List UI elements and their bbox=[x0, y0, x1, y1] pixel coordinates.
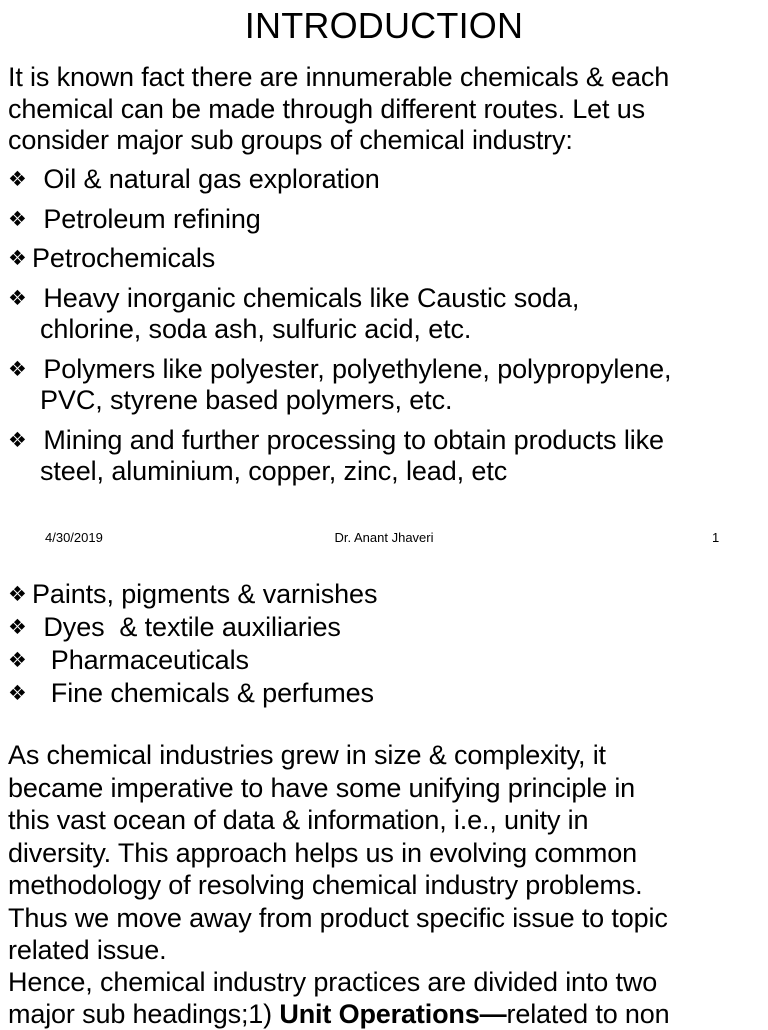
closing-line-1: Hence, chemical industry practices are divided into two bbox=[8, 967, 658, 997]
intro-paragraph: It is known fact there are innumerable chemicals & each chemical can be made through different routes. Let us consider major sub groups of chemical industry: bbox=[8, 62, 670, 155]
list-item bbox=[8, 204, 766, 236]
diamond-bullet-icon: ❖ bbox=[8, 682, 27, 705]
footer-author: Dr. Anant Jhaveri bbox=[334, 530, 434, 545]
diamond-bullet-icon: ❖ bbox=[8, 649, 27, 672]
list-item-continuation: steel, aluminium, copper, zinc, lead, etc bbox=[40, 456, 508, 486]
footer-page-number: 1 bbox=[712, 530, 720, 545]
list-item-text: Polymers like polyester, polyethylene, polypropylene, bbox=[36, 353, 672, 384]
page-title: INTRODUCTION bbox=[244, 5, 524, 46]
unit-operations-term: Unit Operations— bbox=[279, 998, 507, 1029]
list-item-continuation: chlorine, soda ash, sulfuric acid, etc. bbox=[40, 314, 472, 344]
list-item bbox=[8, 354, 766, 417]
diamond-bullet-icon: ❖ bbox=[8, 286, 27, 310]
list-item bbox=[8, 611, 377, 644]
list-item-text: Paints, pigments & varnishes bbox=[32, 579, 378, 609]
slide-2 bbox=[0, 560, 768, 1029]
list-item-text: Fine chemicals & perfumes bbox=[36, 678, 374, 708]
list-item bbox=[8, 425, 766, 488]
list-item-text: Dyes & textile auxiliaries bbox=[36, 612, 341, 642]
diamond-bullet-icon: ❖ bbox=[8, 616, 27, 639]
industry-subgroups-list bbox=[8, 164, 766, 496]
industry-subgroups-list-continued bbox=[8, 578, 377, 710]
list-item-text: Heavy inorganic chemicals like Caustic soda, bbox=[36, 282, 580, 313]
list-item bbox=[8, 578, 377, 611]
closing-line-2-end: related to non bbox=[506, 998, 670, 1029]
list-item-text: Petrochemicals bbox=[32, 243, 216, 273]
list-item bbox=[8, 644, 377, 677]
list-item bbox=[8, 164, 766, 196]
list-item bbox=[8, 243, 766, 275]
list-item-continuation: PVC, styrene based polymers, etc. bbox=[40, 385, 453, 415]
list-item-text: Mining and further processing to obtain products like bbox=[36, 424, 664, 455]
closing-paragraph bbox=[8, 967, 766, 1030]
diamond-bullet-icon: ❖ bbox=[8, 583, 27, 606]
diamond-bullet-icon: ❖ bbox=[8, 357, 27, 381]
list-item bbox=[8, 677, 377, 710]
list-item-text: Oil & natural gas exploration bbox=[36, 164, 380, 194]
list-item-text: Pharmaceuticals bbox=[36, 645, 249, 675]
diamond-bullet-icon: ❖ bbox=[8, 247, 27, 270]
body-paragraph: As chemical industries grew in size & complexity, it became imperative to have some unifying principle in this vast ocean of data & information, i.e., unity in diversity. This approach helps us in evolving common methodology of resolving chemical industry problems. Thus we move away from product specific issue to topic related issue. bbox=[8, 740, 668, 965]
list-item bbox=[8, 283, 766, 346]
list-item-text: Petroleum refining bbox=[36, 203, 261, 234]
closing-line-2-start: major sub headings;1) bbox=[8, 998, 280, 1029]
diamond-bullet-icon: ❖ bbox=[8, 168, 27, 191]
diamond-bullet-icon: ❖ bbox=[8, 207, 27, 231]
diamond-bullet-icon: ❖ bbox=[8, 428, 27, 452]
footer-date: 4/30/2019 bbox=[45, 530, 103, 545]
